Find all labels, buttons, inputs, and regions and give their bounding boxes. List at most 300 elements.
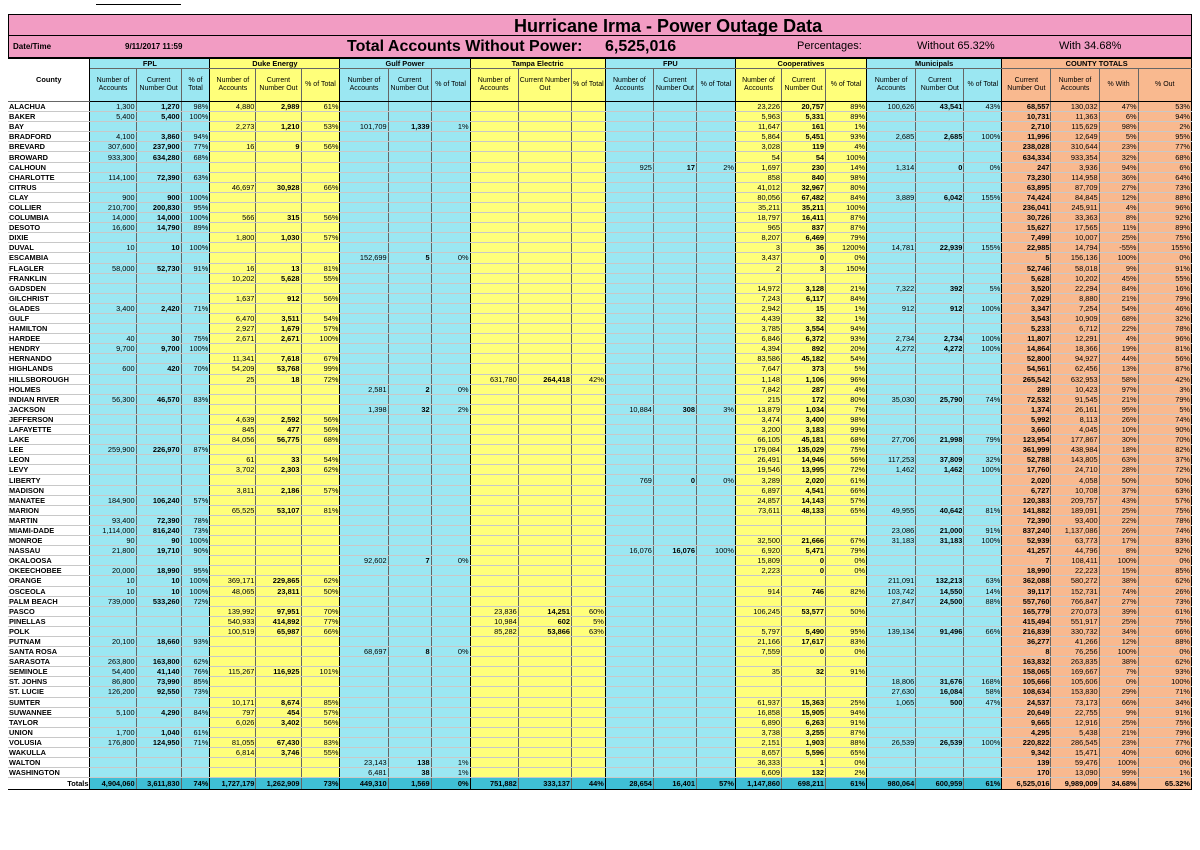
duke-pct: 62% [301, 465, 340, 475]
duke-pct: 57% [301, 233, 340, 243]
coops-out: 1,903 [782, 737, 826, 747]
munis-accounts: 27,706 [867, 435, 916, 445]
totals-label: Totals [8, 778, 90, 790]
fpl-accounts: 263,800 [90, 657, 136, 667]
fpu-out [653, 495, 696, 505]
duke-accounts: 25 [210, 374, 256, 384]
fpl-pct: 91% [181, 263, 210, 273]
gulf-out [388, 263, 431, 273]
fpu-accounts [605, 525, 653, 535]
county-pct-with: 21% [1099, 293, 1138, 303]
county-total-out: 68,557 [1002, 102, 1051, 112]
gulf-out [388, 606, 431, 616]
county-total-out: 3,660 [1002, 425, 1051, 435]
fpu-out [653, 233, 696, 243]
duke-pct: 57% [301, 707, 340, 717]
county-row [8, 495, 1192, 505]
county-name: BAKER [8, 112, 90, 122]
gulf-accounts [340, 576, 388, 586]
fpu-pct [696, 152, 735, 162]
county-row [8, 122, 1192, 132]
duke-accounts: 1,800 [210, 233, 256, 243]
duke-out [256, 303, 301, 313]
fpl-pct: 100% [181, 213, 210, 223]
county-row [8, 223, 1192, 233]
county-name: JACKSON [8, 404, 90, 414]
tampa-pct [571, 435, 605, 445]
company-duke: Duke Energy [210, 59, 340, 69]
tampa-out [518, 475, 571, 485]
tampa-accounts [470, 495, 518, 505]
fpu-accounts [605, 586, 653, 596]
gulf-pct [431, 192, 470, 202]
fpu-accounts [605, 536, 653, 546]
munis-out [916, 556, 964, 566]
tampa-accounts [470, 354, 518, 364]
county-pct-out: 50% [1138, 475, 1191, 485]
fpu-accounts [605, 647, 653, 657]
fpl-out [136, 293, 181, 303]
tampa-out [518, 515, 571, 525]
county-name: CHARLOTTE [8, 172, 90, 182]
county-pct-with: 12% [1099, 192, 1138, 202]
fpl-out: 46,570 [136, 394, 181, 404]
munis-accounts [867, 717, 916, 727]
munis-accounts [867, 354, 916, 364]
county-row [8, 505, 1192, 515]
county-name: SARASOTA [8, 657, 90, 667]
county-pct-with: 18% [1099, 445, 1138, 455]
county-row [8, 475, 1192, 485]
fpu-accounts [605, 263, 653, 273]
county-pct-with: 26% [1099, 525, 1138, 535]
fpu-out [653, 213, 696, 223]
county-total-accounts: 632,953 [1051, 374, 1099, 384]
duke-accounts [210, 525, 256, 535]
munis-out: 21,000 [916, 525, 964, 535]
fpu-pct: 0% [696, 475, 735, 485]
county-total-out: 72,390 [1002, 515, 1051, 525]
county-pct-out: 88% [1138, 636, 1191, 646]
fpl-accounts: 20,100 [90, 636, 136, 646]
county-total-accounts: 156,136 [1051, 253, 1099, 263]
county-pct-out: 56% [1138, 354, 1191, 364]
county-pct-out: 68% [1138, 152, 1191, 162]
munis-pct [964, 152, 1002, 162]
county-pct-out: 34% [1138, 697, 1191, 707]
county-total-out: 108,634 [1002, 687, 1051, 697]
gulf-pct [431, 667, 470, 677]
munis-accounts [867, 202, 916, 212]
coops-out: 32,967 [782, 182, 826, 192]
county-pct-out: 62% [1138, 657, 1191, 667]
munis-pct: 168% [964, 677, 1002, 687]
fpl-accounts: 20,000 [90, 566, 136, 576]
coops-pct [826, 616, 867, 626]
munis-out [916, 142, 964, 152]
duke-pct [301, 283, 340, 293]
coops-pct: 82% [826, 586, 867, 596]
tampa-out [518, 748, 571, 758]
tampa-pct [571, 364, 605, 374]
county-name: LEVY [8, 465, 90, 475]
coops-accounts [735, 657, 781, 667]
gulf-pct [431, 334, 470, 344]
county-row [8, 313, 1192, 323]
gulf-out [388, 233, 431, 243]
fpu-out [653, 435, 696, 445]
fpl-pct [181, 324, 210, 334]
coops-out: 4,541 [782, 485, 826, 495]
fpu-out [653, 566, 696, 576]
gulf-pct [431, 394, 470, 404]
fpl-out [136, 182, 181, 192]
county-name: BROWARD [8, 152, 90, 162]
munis-accounts: 211,091 [867, 576, 916, 586]
county-total-accounts: 22,755 [1051, 707, 1099, 717]
gulf-out [388, 485, 431, 495]
tampa-out [518, 758, 571, 768]
tampa-accounts [470, 243, 518, 253]
title-bar [8, 14, 1192, 36]
coops-out: 21,666 [782, 536, 826, 546]
duke-pct: 72% [301, 374, 340, 384]
coops-out: 53,577 [782, 606, 826, 616]
tampa-out [518, 465, 571, 475]
gulf-accounts [340, 414, 388, 424]
county-pct-with: 100% [1099, 647, 1138, 657]
county-pct-out: 3% [1138, 384, 1191, 394]
coops-pct: 84% [826, 192, 867, 202]
duke-pct [301, 172, 340, 182]
tampa-pct: 5% [571, 616, 605, 626]
coops-out: 892 [782, 344, 826, 354]
fpu-out [653, 303, 696, 313]
county-pct-with: 22% [1099, 324, 1138, 334]
munis-pct [964, 616, 1002, 626]
fpu-out [653, 192, 696, 202]
fpl-pct [181, 768, 210, 778]
gulf-accounts [340, 334, 388, 344]
gulf-accounts [340, 324, 388, 334]
county-total-out: 20,649 [1002, 707, 1051, 717]
coops-pct: 80% [826, 182, 867, 192]
tampa-pct [571, 243, 605, 253]
county-row [8, 435, 1192, 445]
coops-accounts: 7,842 [735, 384, 781, 394]
coops-out: 48,133 [782, 505, 826, 515]
gulf-accounts [340, 394, 388, 404]
fpl-out: 816,240 [136, 525, 181, 535]
gulf-accounts [340, 546, 388, 556]
fpu-out [653, 737, 696, 747]
total-county-pct-out: 65.32% [1138, 778, 1191, 790]
total-county-total-accounts: 9,989,009 [1051, 778, 1099, 790]
gulf-pct [431, 243, 470, 253]
gulf-accounts [340, 707, 388, 717]
fpl-accounts: 5,400 [90, 112, 136, 122]
fpu-accounts [605, 465, 653, 475]
munis-out-header: Current Number Out [916, 69, 964, 102]
county-total-out: 236,041 [1002, 202, 1051, 212]
county-row [8, 344, 1192, 354]
gulf-out [388, 283, 431, 293]
tampa-pct [571, 273, 605, 283]
county-row [8, 132, 1192, 142]
fpl-pct [181, 748, 210, 758]
gulf-pct [431, 475, 470, 485]
coops-accounts: 32,500 [735, 536, 781, 546]
coops-pct [826, 515, 867, 525]
fpu-accounts [605, 192, 653, 202]
fpu-pct [696, 354, 735, 364]
county-pct-out: 37% [1138, 455, 1191, 465]
county-pct-out: 88% [1138, 192, 1191, 202]
tampa-pct [571, 263, 605, 273]
fpu-pct [696, 576, 735, 586]
munis-accounts [867, 445, 916, 455]
fpl-out: 18,660 [136, 636, 181, 646]
fpl-out: 14,000 [136, 213, 181, 223]
coops-pct: 89% [826, 102, 867, 112]
munis-pct: 155% [964, 243, 1002, 253]
duke-out: 56,775 [256, 435, 301, 445]
munis-pct [964, 657, 1002, 667]
gulf-pct [431, 596, 470, 606]
duke-pct [301, 475, 340, 485]
fpu-out [653, 283, 696, 293]
gulf-out: 2 [388, 384, 431, 394]
fpl-pct [181, 354, 210, 364]
fpu-out [653, 172, 696, 182]
county-pct-with: 63% [1099, 455, 1138, 465]
gulf-accounts [340, 465, 388, 475]
munis-accounts [867, 768, 916, 778]
coops-out: 1,034 [782, 404, 826, 414]
county-total-out: 634,334 [1002, 152, 1051, 162]
tampa-out [518, 102, 571, 112]
fpl-pct: 100% [181, 536, 210, 546]
fpu-out [653, 425, 696, 435]
county-pct-out: 92% [1138, 213, 1191, 223]
tampa-accounts [470, 657, 518, 667]
tampa-out [518, 263, 571, 273]
coops-out: 119 [782, 142, 826, 152]
fpl-accounts: 933,300 [90, 152, 136, 162]
duke-accounts: 2,927 [210, 324, 256, 334]
coops-accounts: 35 [735, 667, 781, 677]
county-total-accounts: 26,161 [1051, 404, 1099, 414]
munis-pct [964, 182, 1002, 192]
county-name: HAMILTON [8, 324, 90, 334]
duke-accounts: 6,470 [210, 313, 256, 323]
column-header-row [8, 69, 1192, 102]
gulf-pct [431, 112, 470, 122]
total-gulf-accounts: 449,310 [340, 778, 388, 790]
fpl-pct [181, 404, 210, 414]
duke-pct [301, 768, 340, 778]
total-duke-out: 1,262,909 [256, 778, 301, 790]
gulf-pct: 1% [431, 758, 470, 768]
fpl-out: 72,390 [136, 172, 181, 182]
gulf-pct [431, 102, 470, 112]
duke-pct [301, 758, 340, 768]
fpu-out [653, 748, 696, 758]
county-name: PINELLAS [8, 616, 90, 626]
coops-accounts: 3 [735, 243, 781, 253]
coops-pct: 83% [826, 636, 867, 646]
fpu-out [653, 657, 696, 667]
fpl-pct: 87% [181, 445, 210, 455]
county-pct-with: 0% [1099, 677, 1138, 687]
fpl-pct [181, 505, 210, 515]
gulf-out [388, 576, 431, 586]
county-total-accounts: 270,073 [1051, 606, 1099, 616]
coops-pct: 87% [826, 213, 867, 223]
coops-pct [826, 273, 867, 283]
tampa-pct: 42% [571, 374, 605, 384]
county-total-accounts: 58,018 [1051, 263, 1099, 273]
fpu-accounts [605, 364, 653, 374]
munis-pct [964, 546, 1002, 556]
fpu-out [653, 717, 696, 727]
coops-out [782, 657, 826, 667]
total-munis-accounts: 980,064 [867, 778, 916, 790]
munis-accounts [867, 293, 916, 303]
county-total-accounts: 933,354 [1051, 152, 1099, 162]
fpu-pct [696, 112, 735, 122]
county-row [8, 677, 1192, 687]
fpl-out: 2,420 [136, 303, 181, 313]
coops-accounts [735, 616, 781, 626]
tampa-accounts [470, 525, 518, 535]
munis-pct: 100% [964, 465, 1002, 475]
duke-out [256, 687, 301, 697]
gulf-out [388, 425, 431, 435]
county-total-accounts: 130,032 [1051, 102, 1099, 112]
county-pct-out: 78% [1138, 515, 1191, 525]
county-pct-out: 93% [1138, 667, 1191, 677]
gulf-accounts [340, 536, 388, 546]
county-pct-out: 55% [1138, 273, 1191, 283]
fpl-accounts: 58,000 [90, 263, 136, 273]
gulf-out [388, 142, 431, 152]
tampa-accounts [470, 445, 518, 455]
county-pct-out: 60% [1138, 748, 1191, 758]
tampa-accounts [470, 303, 518, 313]
coops-out: 5,596 [782, 748, 826, 758]
county-pct-with: 21% [1099, 394, 1138, 404]
county-header: County [8, 59, 90, 102]
gulf-accounts [340, 505, 388, 515]
duke-accounts [210, 243, 256, 253]
gulf-out [388, 132, 431, 142]
fpu-pct [696, 677, 735, 687]
fpl-pct: 57% [181, 495, 210, 505]
coops-out: 36 [782, 243, 826, 253]
gulf-pct [431, 414, 470, 424]
county-total-accounts: 143,805 [1051, 455, 1099, 465]
tampa-out-header: Current Number Out [518, 69, 571, 102]
gulf-accounts [340, 152, 388, 162]
fpu-out [653, 334, 696, 344]
county-pct-with: -55% [1099, 243, 1138, 253]
duke-pct [301, 202, 340, 212]
county-row [8, 253, 1192, 263]
munis-accounts: 7,322 [867, 283, 916, 293]
gulf-accounts [340, 364, 388, 374]
fpu-accounts [605, 213, 653, 223]
fpl-accounts: 1,300 [90, 102, 136, 112]
gulf-pct [431, 425, 470, 435]
munis-out [916, 172, 964, 182]
duke-accounts: 4,880 [210, 102, 256, 112]
duke-accounts [210, 162, 256, 172]
coops-pct: 57% [826, 495, 867, 505]
duke-accounts [210, 344, 256, 354]
munis-out [916, 616, 964, 626]
coops-out: 837 [782, 223, 826, 233]
gulf-accounts: 6,481 [340, 768, 388, 778]
county-name: HARDEE [8, 334, 90, 344]
fpu-out [653, 253, 696, 263]
duke-accounts: 10,202 [210, 273, 256, 283]
county-total-out: 362,088 [1002, 576, 1051, 586]
fpl-accounts [90, 455, 136, 465]
duke-out [256, 192, 301, 202]
coops-pct: 100% [826, 202, 867, 212]
tampa-out [518, 243, 571, 253]
tampa-pct [571, 647, 605, 657]
county-row [8, 596, 1192, 606]
total-label: Total Accounts Without Power: [347, 38, 583, 55]
fpu-accounts [605, 334, 653, 344]
fpl-accounts [90, 414, 136, 424]
tampa-pct [571, 495, 605, 505]
county-pct-with: 44% [1099, 354, 1138, 364]
county-pct-with: 100% [1099, 556, 1138, 566]
coops-pct: 0% [826, 253, 867, 263]
gulf-accounts [340, 717, 388, 727]
duke-pct [301, 546, 340, 556]
fpl-pct [181, 384, 210, 394]
duke-pct: 56% [301, 414, 340, 424]
county-pct-with: 38% [1099, 576, 1138, 586]
county-pct-with: 4% [1099, 202, 1138, 212]
gulf-out: 1,339 [388, 122, 431, 132]
county-row [8, 687, 1192, 697]
tampa-out: 53,866 [518, 626, 571, 636]
tampa-accounts [470, 263, 518, 273]
munis-out: 25,790 [916, 394, 964, 404]
fpl-pct: 71% [181, 737, 210, 747]
coops-out [782, 273, 826, 283]
tampa-out [518, 233, 571, 243]
coops-out: 15,905 [782, 707, 826, 717]
fpu-out [653, 313, 696, 323]
county-total-out: 165,779 [1002, 606, 1051, 616]
munis-out [916, 354, 964, 364]
fpu-pct [696, 192, 735, 202]
county-pct-out: 0% [1138, 253, 1191, 263]
county-total-out: 52,788 [1002, 455, 1051, 465]
fpu-pct [696, 293, 735, 303]
gulf-pct [431, 142, 470, 152]
gulf-accounts [340, 606, 388, 616]
county-name: COLUMBIA [8, 213, 90, 223]
county-name: BAY [8, 122, 90, 132]
duke-pct [301, 303, 340, 313]
